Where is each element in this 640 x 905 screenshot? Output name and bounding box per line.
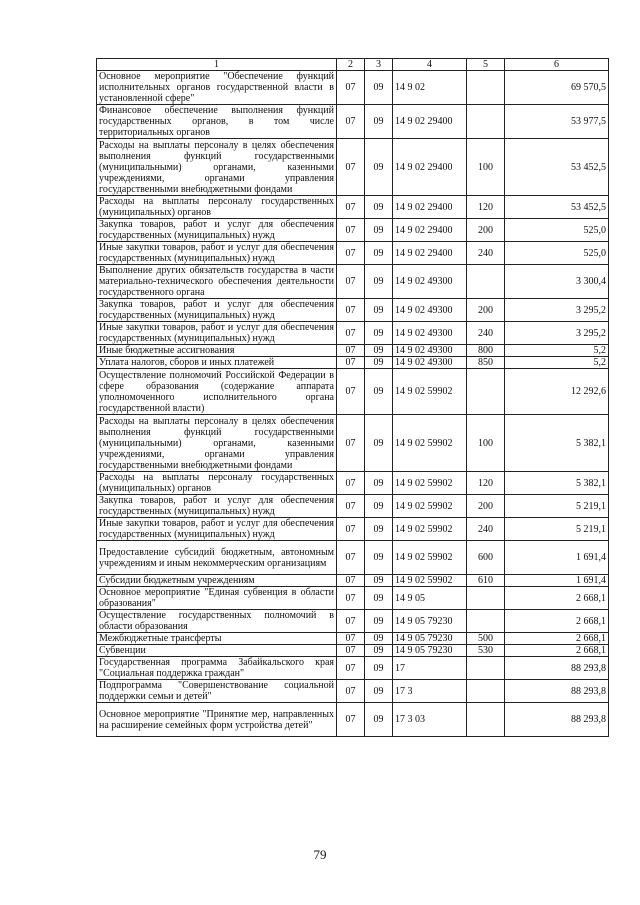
table-row [97,575,609,587]
row-amount: 525,0 [505,242,609,265]
row-amount: 53 452,5 [505,139,609,196]
row-expense-type: 240 [467,242,505,265]
col-name-header: 1 [97,59,337,71]
row-amount: 53 452,5 [505,196,609,219]
row-expense-type: 200 [467,219,505,242]
table-row [97,322,609,345]
row-subsection: 09 [365,645,393,657]
row-amount: 3 295,2 [505,322,609,345]
row-subsection: 09 [365,265,393,299]
row-section: 07 [337,299,365,322]
row-subsection: 09 [365,518,393,541]
row-expense-type [467,587,505,610]
table-row [97,357,609,369]
row-section: 07 [337,680,365,703]
row-section: 07 [337,357,365,369]
row-subsection: 09 [365,610,393,633]
row-name: Закупка товаров, работ и услуг для обеспечения государственных (муниципальных) нужд [97,299,337,322]
row-amount: 525,0 [505,219,609,242]
row-amount: 2 668,1 [505,587,609,610]
table-row [97,299,609,322]
row-target-article: 14 9 02 59902 [393,472,467,495]
budget-table [96,58,609,737]
row-target-article: 14 9 02 49300 [393,322,467,345]
row-section: 07 [337,265,365,299]
row-target-article: 14 9 02 29400 [393,196,467,219]
row-subsection: 09 [365,322,393,345]
row-expense-type [467,369,505,415]
row-name: Расходы на выплаты персоналу государственных (муниципальных) органов [97,472,337,495]
row-amount: 3 295,2 [505,299,609,322]
row-subsection: 09 [365,71,393,105]
row-expense-type: 100 [467,415,505,472]
row-section: 07 [337,633,365,645]
row-subsection: 09 [365,657,393,680]
row-name: Государственная программа Забайкальского края "Социальная поддержка граждан" [97,657,337,680]
row-amount: 5 382,1 [505,472,609,495]
header-row [97,59,609,71]
row-target-article: 17 [393,657,467,680]
row-amount: 5 382,1 [505,415,609,472]
row-subsection: 09 [365,633,393,645]
table-row [97,345,609,357]
row-expense-type: 530 [467,645,505,657]
row-expense-type: 610 [467,575,505,587]
table-row [97,703,609,737]
row-expense-type [467,610,505,633]
row-name: Расходы на выплаты персоналу в целях обеспечения выполнения функций государственными (муниципальными) органами, казенными учреждениями, органами управления государственными внебюджетными фондами [97,139,337,196]
row-section: 07 [337,657,365,680]
row-section: 07 [337,415,365,472]
row-expense-type [467,265,505,299]
row-target-article: 14 9 02 49300 [393,265,467,299]
row-target-article: 14 9 02 59902 [393,541,467,575]
row-target-article: 14 9 05 79230 [393,645,467,657]
row-subsection: 09 [365,575,393,587]
row-subsection: 09 [365,369,393,415]
row-subsection: 09 [365,472,393,495]
row-target-article: 14 9 02 49300 [393,357,467,369]
row-expense-type [467,680,505,703]
col-section-header: 2 [337,59,365,71]
row-subsection: 09 [365,357,393,369]
row-name: Подпрограмма "Совершенствование социальной поддержки семьи и детей" [97,680,337,703]
table-row [97,610,609,633]
table-row [97,71,609,105]
row-name: Осуществление государственных полномочий в области образования [97,610,337,633]
table-row [97,495,609,518]
col-amount-header: 6 [505,59,609,71]
row-target-article: 14 9 02 29400 [393,242,467,265]
table-row [97,415,609,472]
table-row [97,105,609,139]
row-target-article: 14 9 02 59902 [393,415,467,472]
row-subsection: 09 [365,703,393,737]
row-expense-type: 850 [467,357,505,369]
row-expense-type: 120 [467,196,505,219]
row-section: 07 [337,196,365,219]
row-subsection: 09 [365,680,393,703]
col-subsection-header: 3 [365,59,393,71]
row-name: Уплата налогов, сборов и иных платежей [97,357,337,369]
table-row [97,139,609,196]
row-amount: 88 293,8 [505,657,609,680]
row-section: 07 [337,369,365,415]
table-row [97,680,609,703]
row-expense-type: 120 [467,472,505,495]
row-section: 07 [337,242,365,265]
row-name: Закупка товаров, работ и услуг для обеспечения государственных (муниципальных) нужд [97,219,337,242]
row-expense-type [467,703,505,737]
table-row [97,242,609,265]
row-name: Основное мероприятие "Принятие мер, направленных на расширение семейных форм устройства детей" [97,703,337,737]
row-name: Иные закупки товаров, работ и услуг для обеспечения государственных (муниципальных) нужд [97,242,337,265]
row-target-article: 17 3 [393,680,467,703]
row-section: 07 [337,345,365,357]
row-amount: 1 691,4 [505,575,609,587]
row-name: Расходы на выплаты персоналу в целях обеспечения выполнения функций государственными (муниципальными) органами, казенными учреждениями, органами управления государственными внебюджетными фондами [97,415,337,472]
row-amount: 12 292,6 [505,369,609,415]
row-section: 07 [337,322,365,345]
col-target-article-header: 4 [393,59,467,71]
row-subsection: 09 [365,242,393,265]
row-section: 07 [337,575,365,587]
row-name: Финансовое обеспечение выполнения функций государственных органов, в том числе территориальных органов [97,105,337,139]
row-amount: 53 977,5 [505,105,609,139]
table-row [97,633,609,645]
row-target-article: 14 9 02 59902 [393,575,467,587]
row-target-article: 14 9 05 [393,587,467,610]
table-row [97,219,609,242]
row-amount: 5,2 [505,357,609,369]
row-amount: 88 293,8 [505,680,609,703]
row-section: 07 [337,71,365,105]
table-row [97,518,609,541]
row-expense-type [467,71,505,105]
row-subsection: 09 [365,219,393,242]
row-amount: 69 570,5 [505,71,609,105]
row-section: 07 [337,219,365,242]
row-name: Выполнение других обязательств государства в части материально-технического обеспечения деятельности государственного органа [97,265,337,299]
row-subsection: 09 [365,415,393,472]
row-section: 07 [337,139,365,196]
row-subsection: 09 [365,345,393,357]
row-amount: 5 219,1 [505,518,609,541]
row-expense-type: 500 [467,633,505,645]
row-amount: 2 668,1 [505,645,609,657]
row-section: 07 [337,518,365,541]
col-expense-type-header: 5 [467,59,505,71]
row-target-article: 14 9 05 79230 [393,633,467,645]
row-section: 07 [337,541,365,575]
row-target-article: 14 9 02 [393,71,467,105]
row-target-article: 14 9 02 59902 [393,369,467,415]
row-name: Субвенции [97,645,337,657]
row-subsection: 09 [365,587,393,610]
row-amount: 5,2 [505,345,609,357]
row-name: Осуществление полномочий Российской Федерации в сфере образования (содержание аппарата уполномоченного исполнительного органа государственной власти) [97,369,337,415]
row-name: Закупка товаров, работ и услуг для обеспечения государственных (муниципальных) нужд [97,495,337,518]
row-subsection: 09 [365,541,393,575]
row-expense-type: 100 [467,139,505,196]
row-name: Иные бюджетные ассигнования [97,345,337,357]
table-row [97,265,609,299]
row-target-article: 14 9 02 59902 [393,495,467,518]
row-expense-type: 240 [467,518,505,541]
row-amount: 1 691,4 [505,541,609,575]
row-target-article: 14 9 02 29400 [393,139,467,196]
row-expense-type: 240 [467,322,505,345]
row-subsection: 09 [365,139,393,196]
row-name: Основное мероприятие "Единая субвенция в области образования" [97,587,337,610]
row-expense-type: 600 [467,541,505,575]
row-name: Иные закупки товаров, работ и услуг для обеспечения государственных (муниципальных) нужд [97,322,337,345]
row-expense-type: 200 [467,299,505,322]
row-amount: 3 300,4 [505,265,609,299]
table-row [97,196,609,219]
row-target-article: 14 9 05 79230 [393,610,467,633]
row-target-article: 14 9 02 49300 [393,299,467,322]
row-section: 07 [337,105,365,139]
row-target-article: 17 3 03 [393,703,467,737]
row-section: 07 [337,472,365,495]
row-target-article: 14 9 02 29400 [393,219,467,242]
table-row [97,657,609,680]
row-amount: 2 668,1 [505,610,609,633]
row-amount: 2 668,1 [505,633,609,645]
row-target-article: 14 9 02 49300 [393,345,467,357]
row-section: 07 [337,495,365,518]
table-row [97,472,609,495]
row-section: 07 [337,610,365,633]
row-amount: 5 219,1 [505,495,609,518]
row-subsection: 09 [365,495,393,518]
row-name: Межбюджетные трансферты [97,633,337,645]
row-target-article: 14 9 02 59902 [393,518,467,541]
row-subsection: 09 [365,196,393,219]
table-row [97,587,609,610]
row-expense-type [467,657,505,680]
table-row [97,645,609,657]
row-subsection: 09 [365,299,393,322]
row-expense-type: 200 [467,495,505,518]
row-section: 07 [337,703,365,737]
table-row [97,369,609,415]
row-name: Основное мероприятие "Обеспечение функций исполнительных органов государственной власти в установленной сфере" [97,71,337,105]
row-section: 07 [337,645,365,657]
table-row [97,541,609,575]
row-target-article: 14 9 02 29400 [393,105,467,139]
row-name: Расходы на выплаты персоналу государственных (муниципальных) органов [97,196,337,219]
row-subsection: 09 [365,105,393,139]
row-expense-type: 800 [467,345,505,357]
row-amount: 88 293,8 [505,703,609,737]
row-name: Субсидии бюджетным учреждениям [97,575,337,587]
table-body [97,71,609,737]
row-name: Иные закупки товаров, работ и услуг для обеспечения государственных (муниципальных) нужд [97,518,337,541]
page-number: 79 [313,847,327,862]
row-name: Предоставление субсидий бюджетным, автономным учреждениям и иным некоммерческим организациям [97,541,337,575]
row-expense-type [467,105,505,139]
row-section: 07 [337,587,365,610]
